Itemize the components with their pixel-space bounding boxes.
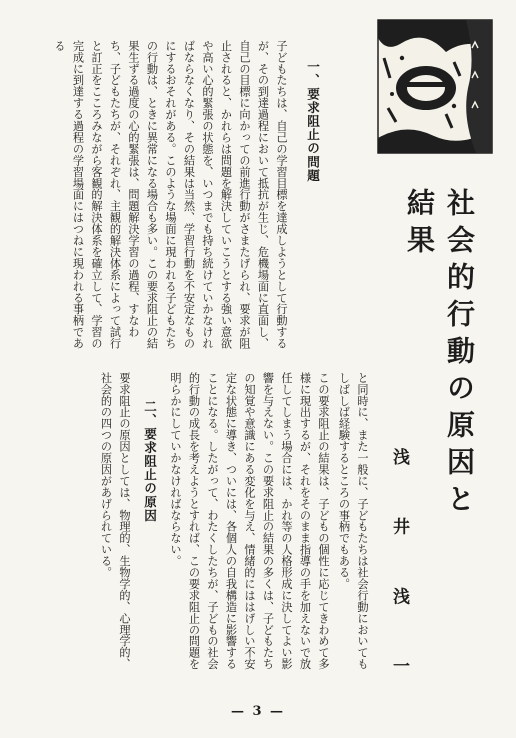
abstract-illustration-icon — [376, 18, 494, 155]
intro-paragraph: 子どもたちは、自己の学習目標を達成しようとして行動するが、その到達過程において抵抗が生じ、危機場面に直面し、自己の目標に向かっての前進行動がさまたげられ、要求が阻止されると、かれらは問題を解決していこうとする強い意欲や高い心的緊張の状態を、いつまでも持ち続けていかなければならなくなり、その結果は当然、学習行動を不安定なものにするおそれがある。このような場面に現われる子どもたちの行動は、ときに異常になる場合も多い。この要求阻止の結果生ずる過度の心的緊張は、問題解決学習の過程、すなわち、子どもたちが、それぞれ、主観的解決体系によって試行と訂正をこころみながら客観的解決体系を確立して、学習の完成に到達する過程の学習場面にはつねに現われる事柄である — [53, 40, 288, 350]
author-name: 浅 井 浅 一 — [389, 448, 409, 680]
continuation-paragraph: と同時に、また一般に、子どもたちは社会行動においてもしばしば経験するところの事柄でもある。 — [337, 372, 369, 670]
body-paragraph-2: この要求阻止の結果は、子どもの個性に応じてきわめて多様に現出するが、それをそのまま指導の手を加えないで放任してしまう場合には、かれ等の人格形成に決してよい影響を与えない。この要求阻止の結果の多くは、子どもたちの知覚や意識にある変化を与え、情緒的にははげしい不安定な状態に導き、ついには、各個人の自我構造に影響することになる。したがって、わたくしたちが、子どもの社会的行動の成長を考えようとすれば、この要求阻止の問題を明らかにしていかなければならない。 — [169, 372, 330, 670]
section-1-heading: 一、要求阻止の問題 — [305, 60, 320, 183]
body-paragraph-3: 要求阻止の原因としては、物理的、生物学的、心理学的、社会的の四つの原因があげられている。 — [99, 372, 131, 670]
article-title: 社会的行動の原因と結果 — [403, 188, 476, 521]
section-2-heading: 二、要求阻止の原因 — [142, 400, 157, 523]
page-number: — 3 — — [230, 704, 286, 719]
